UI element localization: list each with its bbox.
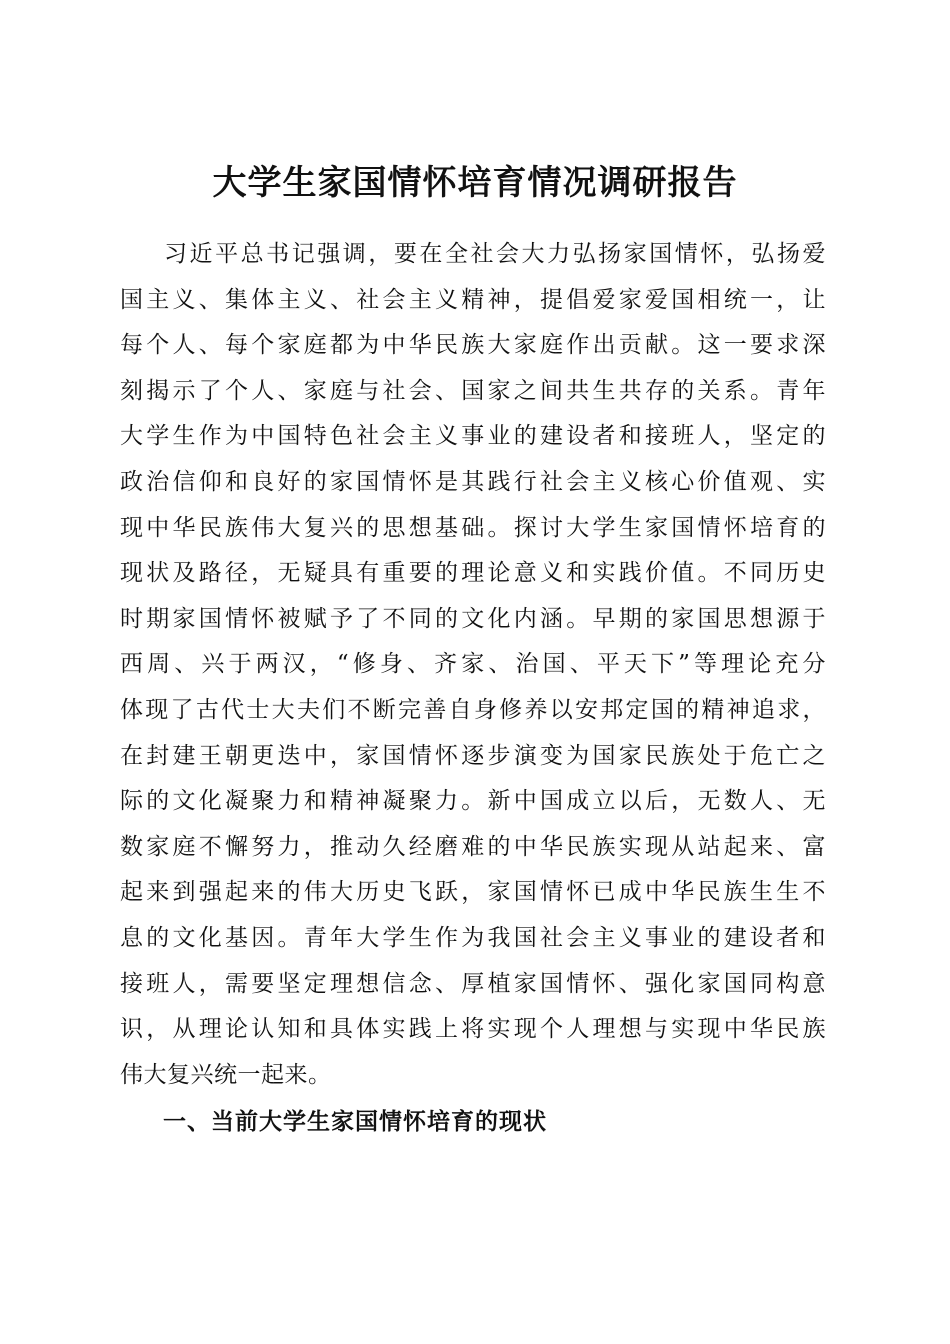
paragraph-line: 国主义、集体主义、社会主义精神，提倡爱家爱国相统一，让	[120, 286, 826, 313]
paragraph-line: 现中华民族伟大复兴的思想基础。探讨大学生家国情怀培育的	[120, 514, 826, 541]
paragraph-line: 刻揭示了个人、家庭与社会、国家之间共生共存的关系。青年	[120, 377, 826, 404]
intro-paragraph	[120, 232, 826, 1098]
paragraph-line: 数家庭不懈努力，推动久经磨难的中华民族实现从站起来、富	[120, 833, 826, 860]
paragraph-line: 息的文化基因。青年大学生作为我国社会主义事业的建设者和	[120, 924, 826, 951]
paragraph-line: 大学生作为中国特色社会主义事业的建设者和接班人，坚定的	[120, 423, 826, 450]
paragraph-line: 每个人、每个家庭都为中华民族大家庭作出贡献。这一要求深	[120, 332, 826, 359]
page-title: 大学生家国情怀培育情况调研报告	[212, 162, 738, 203]
section-heading: 一、当前大学生家国情怀培育的现状	[163, 1109, 547, 1136]
paragraph-line: 时期家国情怀被赋予了不同的文化内涵。早期的家国思想源于	[120, 605, 826, 632]
paragraph-line: 接班人，需要坚定理想信念、厚植家国情怀、强化家国同构意	[120, 970, 826, 997]
paragraph-line: 现状及路径，无疑具有重要的理论意义和实践价值。不同历史	[120, 560, 826, 587]
paragraph-line: 起来到强起来的伟大历史飞跃，家国情怀已成中华民族生生不	[120, 879, 826, 906]
paragraph-line: 体现了古代士大夫们不断完善自身修养以安邦定国的精神追求，	[120, 696, 826, 723]
paragraph-line: 在封建王朝更迭中，家国情怀逐步演变为国家民族处于危亡之	[120, 742, 826, 769]
paragraph-line: 际的文化凝聚力和精神凝聚力。新中国成立以后，无数人、无	[120, 788, 826, 815]
paragraph-line: 习近平总书记强调，要在全社会大力弘扬家国情怀，弘扬爱	[164, 241, 826, 267]
paragraph-line: 识，从理论认知和具体实践上将实现个人理想与实现中华民族	[120, 1016, 826, 1043]
paragraph-line: 西周、兴于两汉，“修身、齐家、治国、平天下”等理论充分	[120, 651, 826, 678]
paragraph-line: 政治信仰和良好的家国情怀是其践行社会主义核心价值观、实	[120, 468, 826, 495]
paragraph-line: 伟大复兴统一起来。	[120, 1061, 332, 1088]
